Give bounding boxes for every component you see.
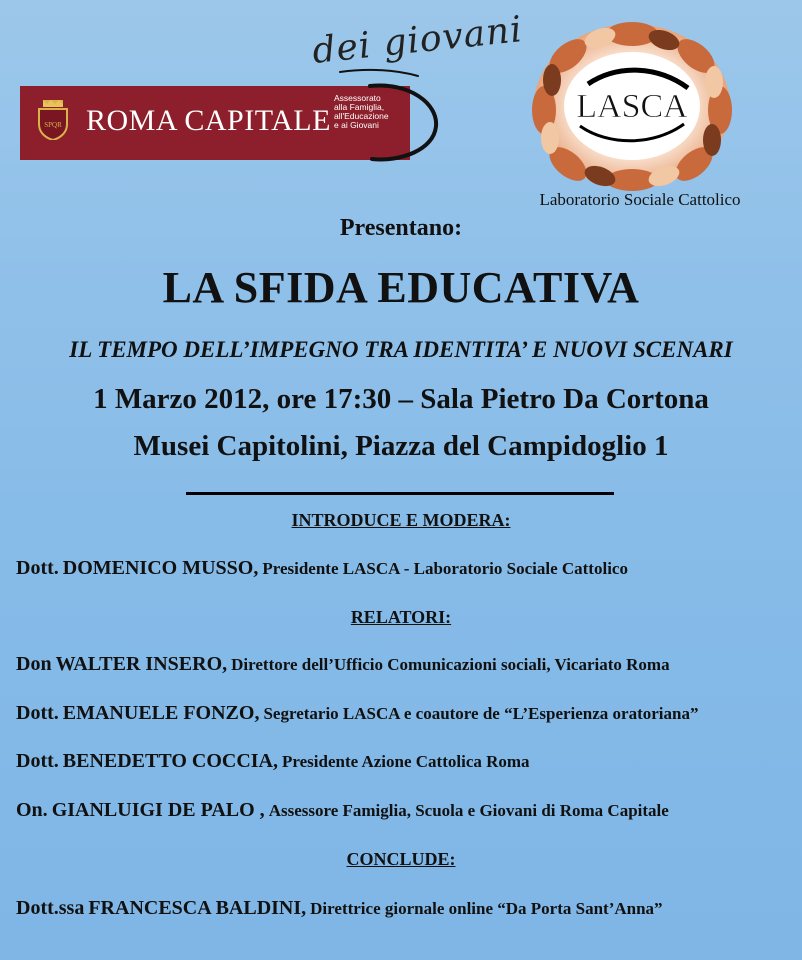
relatori-heading: RELATORI: — [350, 607, 452, 627]
lasca-caption: Laboratorio Sociale Cattolico — [539, 190, 741, 209]
swoosh-decoration — [300, 64, 440, 174]
speaker-row — [16, 799, 796, 822]
speaker-name: EMANUELE FONZO, — [62, 702, 260, 724]
speaker-role: Presidente LASCA - Laboratorio Sociale Cattolico — [262, 559, 628, 578]
svg-text:SPQR: SPQR — [44, 121, 62, 129]
speaker-name: FRANCESCA BALDINI, — [88, 897, 307, 919]
event-place-line: Musei Capitolini, Piazza del Campidoglio 1 — [133, 430, 669, 462]
assessorato-line: e ai Giovani — [334, 120, 379, 130]
speaker-role: Segretario LASCA e coautore de “L’Esperienza oratoriana” — [263, 704, 699, 723]
speaker-name: WALTER INSERO, — [55, 653, 228, 675]
speaker-title: Dott. — [16, 557, 59, 579]
speaker-role: Direttore dell’Ufficio Comunicazioni sociali, Vicariato Roma — [231, 655, 670, 674]
speaker-row — [16, 897, 796, 920]
assessorato-line: all'Educazione — [334, 111, 389, 121]
speaker-row — [16, 702, 796, 725]
speaker-name: BENEDETTO COCCIA, — [62, 750, 278, 772]
speaker-row — [16, 557, 796, 580]
speaker-title: On. — [16, 799, 48, 821]
lasca-logo-icon — [528, 14, 736, 192]
speaker-title: Dott. — [16, 750, 59, 772]
speaker-role: Assessore Famiglia, Scuola e Giovani di Roma Capitale — [268, 801, 669, 820]
speaker-title: Dott.ssa — [16, 897, 85, 919]
speaker-title: Dott. — [16, 702, 59, 724]
intro-label: Presentano: — [339, 215, 463, 241]
lasca-logo-text: LASCA — [576, 88, 688, 125]
subtitle: IL TEMPO DELL’IMPEGNO TRA IDENTITA’ E NUOVI SCENARI — [69, 337, 733, 362]
dei-giovani-tagline: dei giovani — [310, 9, 525, 72]
conclude-heading: CONCLUDE: — [346, 849, 456, 869]
speaker-role: Presidente Azione Cattolica Roma — [282, 752, 530, 771]
main-title: LA SFIDA EDUCATIVA — [162, 263, 640, 312]
introduce-heading: INTRODUCE E MODERA: — [291, 510, 511, 530]
speaker-title: Don — [16, 653, 52, 675]
speaker-row — [16, 653, 796, 676]
speaker-name: DOMENICO MUSSO, — [62, 557, 259, 579]
roma-capitale-title: ROMA CAPITALE — [86, 104, 331, 137]
divider-line — [186, 492, 614, 495]
assessorato-line: Assessorato — [334, 93, 381, 103]
assessorato-line: alla Famiglia, — [334, 102, 385, 112]
event-date-line: 1 Marzo 2012, ore 17:30 – Sala Pietro Da Cortona — [93, 383, 709, 415]
speaker-role: Direttrice giornale online “Da Porta Sant’Anna” — [310, 899, 663, 918]
speaker-name: GIANLUIGI DE PALO , — [51, 799, 265, 821]
roma-crest-icon — [36, 100, 70, 140]
speaker-row — [16, 750, 796, 773]
